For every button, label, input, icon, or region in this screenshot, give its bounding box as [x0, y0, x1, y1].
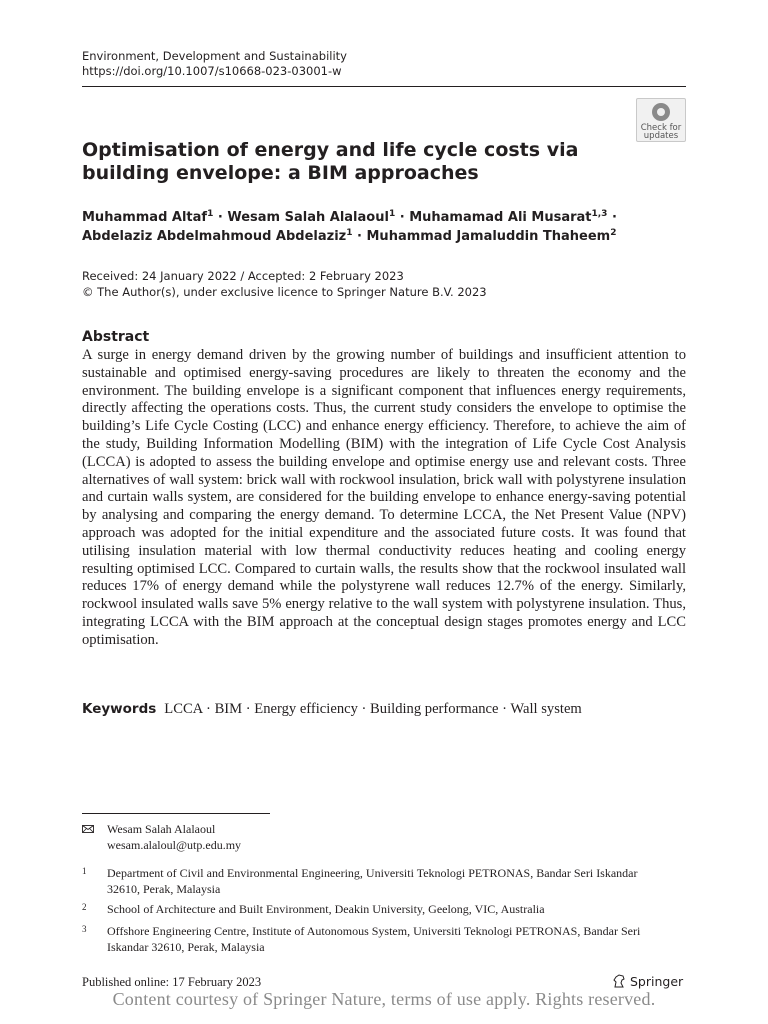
author-affil: 1 — [207, 209, 214, 219]
badge-line-2: updates — [643, 131, 679, 141]
publisher-name: Springer — [630, 974, 684, 989]
author-name[interactable]: Wesam Salah Alalaoul — [227, 210, 389, 225]
affiliation-text: Offshore Engineering Centre, Institute of Autonomous System, Universiti Teknologi PETRONAS, Bandar Seri Iskandar 32610, Perak, Malaysia — [107, 924, 641, 954]
author-name[interactable]: Muhammad Jamaluddin Thaheem — [366, 229, 611, 244]
published-online: Published online: 17 February 2023 — [82, 975, 262, 989]
author-affil: 1,3 — [591, 209, 608, 219]
header-divider — [82, 86, 686, 87]
journal-name: Environment, Development and Sustainability — [82, 49, 347, 63]
check-for-updates-badge[interactable] — [636, 98, 686, 142]
corresponding-author-email[interactable]: wesam.alaloul@utp.edu.my — [107, 838, 242, 852]
badge-line-1: Check for — [640, 123, 682, 133]
springer-logo[interactable] — [612, 974, 683, 989]
copyright-line: © The Author(s), under exclusive licence to Springer Nature B.V. 2023 — [82, 285, 487, 299]
footnote-divider — [82, 813, 270, 814]
author-affil: 1 — [388, 209, 396, 219]
corresponding-author-name: Wesam Salah Alalaoul — [107, 822, 216, 836]
affiliation-text: Department of Civil and Environmental Engineering, Universiti Teknologi PETRONAS, Bandar Seri Iskandar 32610, Perak, Malaysia — [107, 866, 638, 896]
abstract-heading: Abstract — [82, 329, 150, 345]
keywords — [82, 700, 582, 718]
crossmark-icon — [652, 103, 670, 121]
abstract-text: A surge in energy demand driven by the growing number of buildings and insufficient attention to sustainable and optimised energy-saving procedures are likely to threaten the economy and the environment. The building envelope is a significant component that influences energy requirements, directly affecting the operations costs. Thus, the current study considers the envelope to optimise the building’s Life Cycle Costing (LCC) and enhance energy efficiency. Therefore, to achieve the aim of the study, Building Information Modelling (BIM) with the integration of Life Cycle Cost Analysis (LCCA) is adopted to assess the building envelope and optimise energy use and relevant costs. Three alternatives of wall system: brick wall with rockwool insulation, brick wall with polystyrene insulation and curtain walls system, are considered for the building envelope to enhance energy-saving potential by analysing and comparing the energy demand. To determine LCCA, the Net Present Value (NPV) approach was adopted for the initial expenditure and the associated future costs. It was found that utilising insulation material with low thermal conductivity reduces heating and cooling energy resulting optimised LCC. Compared to curtain walls, the results show that the rockwool insulated wall reduces 17% of energy demand while the polystyrene wall reduces 12.7% of the energy. Similarly, rockwool insulated walls save 5% energy relative to the wall system with polystyrene insulation. Thus, integrating LCCA with the BIM approach at the conceptual design stages promotes energy and LCC optimisation. — [82, 347, 686, 648]
author-list: Muhammad Altaf$^1$ · Wesam Salah Alalaoul$^1$ · Muhamamad Ali Musarat$^{1,3}$ · Abdelaziz Abdelmahmoud Abdelaziz$^1$ · Muhammad Jamaluddin Thaheem$^2$ — [82, 209, 617, 244]
received-accepted: Received: 24 January 2022 / Accepted: 2 February 2023 — [82, 269, 404, 283]
keywords-heading: Keywords — [82, 701, 157, 717]
envelope-icon — [82, 825, 94, 833]
keywords-list: LCCA · BIM · Energy efficiency · Building performance · Wall system — [164, 701, 582, 717]
author-name[interactable]: Muhammad Altaf — [82, 210, 208, 225]
doi-link[interactable]: https://doi.org/10.1007/s10668-023-03001-w — [82, 64, 342, 78]
author-affil: 1 — [346, 228, 353, 238]
author-name[interactable]: Muhamamad Ali Musarat — [409, 210, 592, 225]
author-affil: 2 — [610, 228, 617, 238]
affiliation-number: 1 — [82, 866, 87, 876]
author-name[interactable]: Abdelaziz Abdelmahmoud Abdelaziz — [82, 229, 347, 244]
courtesy-watermark: Content courtesy of Springer Nature, terms of use apply. Rights reserved. — [112, 989, 656, 1009]
article-title: Optimisation of energy and life cycle costs via building envelope: a BIM approaches — [82, 139, 579, 184]
affiliation-number: 2 — [82, 902, 87, 912]
springer-horse-icon — [612, 974, 626, 988]
affiliation-number: 3 — [82, 924, 87, 934]
affiliation-text: School of Architecture and Built Environment, Deakin University, Geelong, VIC, Australia — [107, 902, 545, 916]
article-dates — [82, 268, 487, 300]
journal-header — [82, 49, 347, 79]
